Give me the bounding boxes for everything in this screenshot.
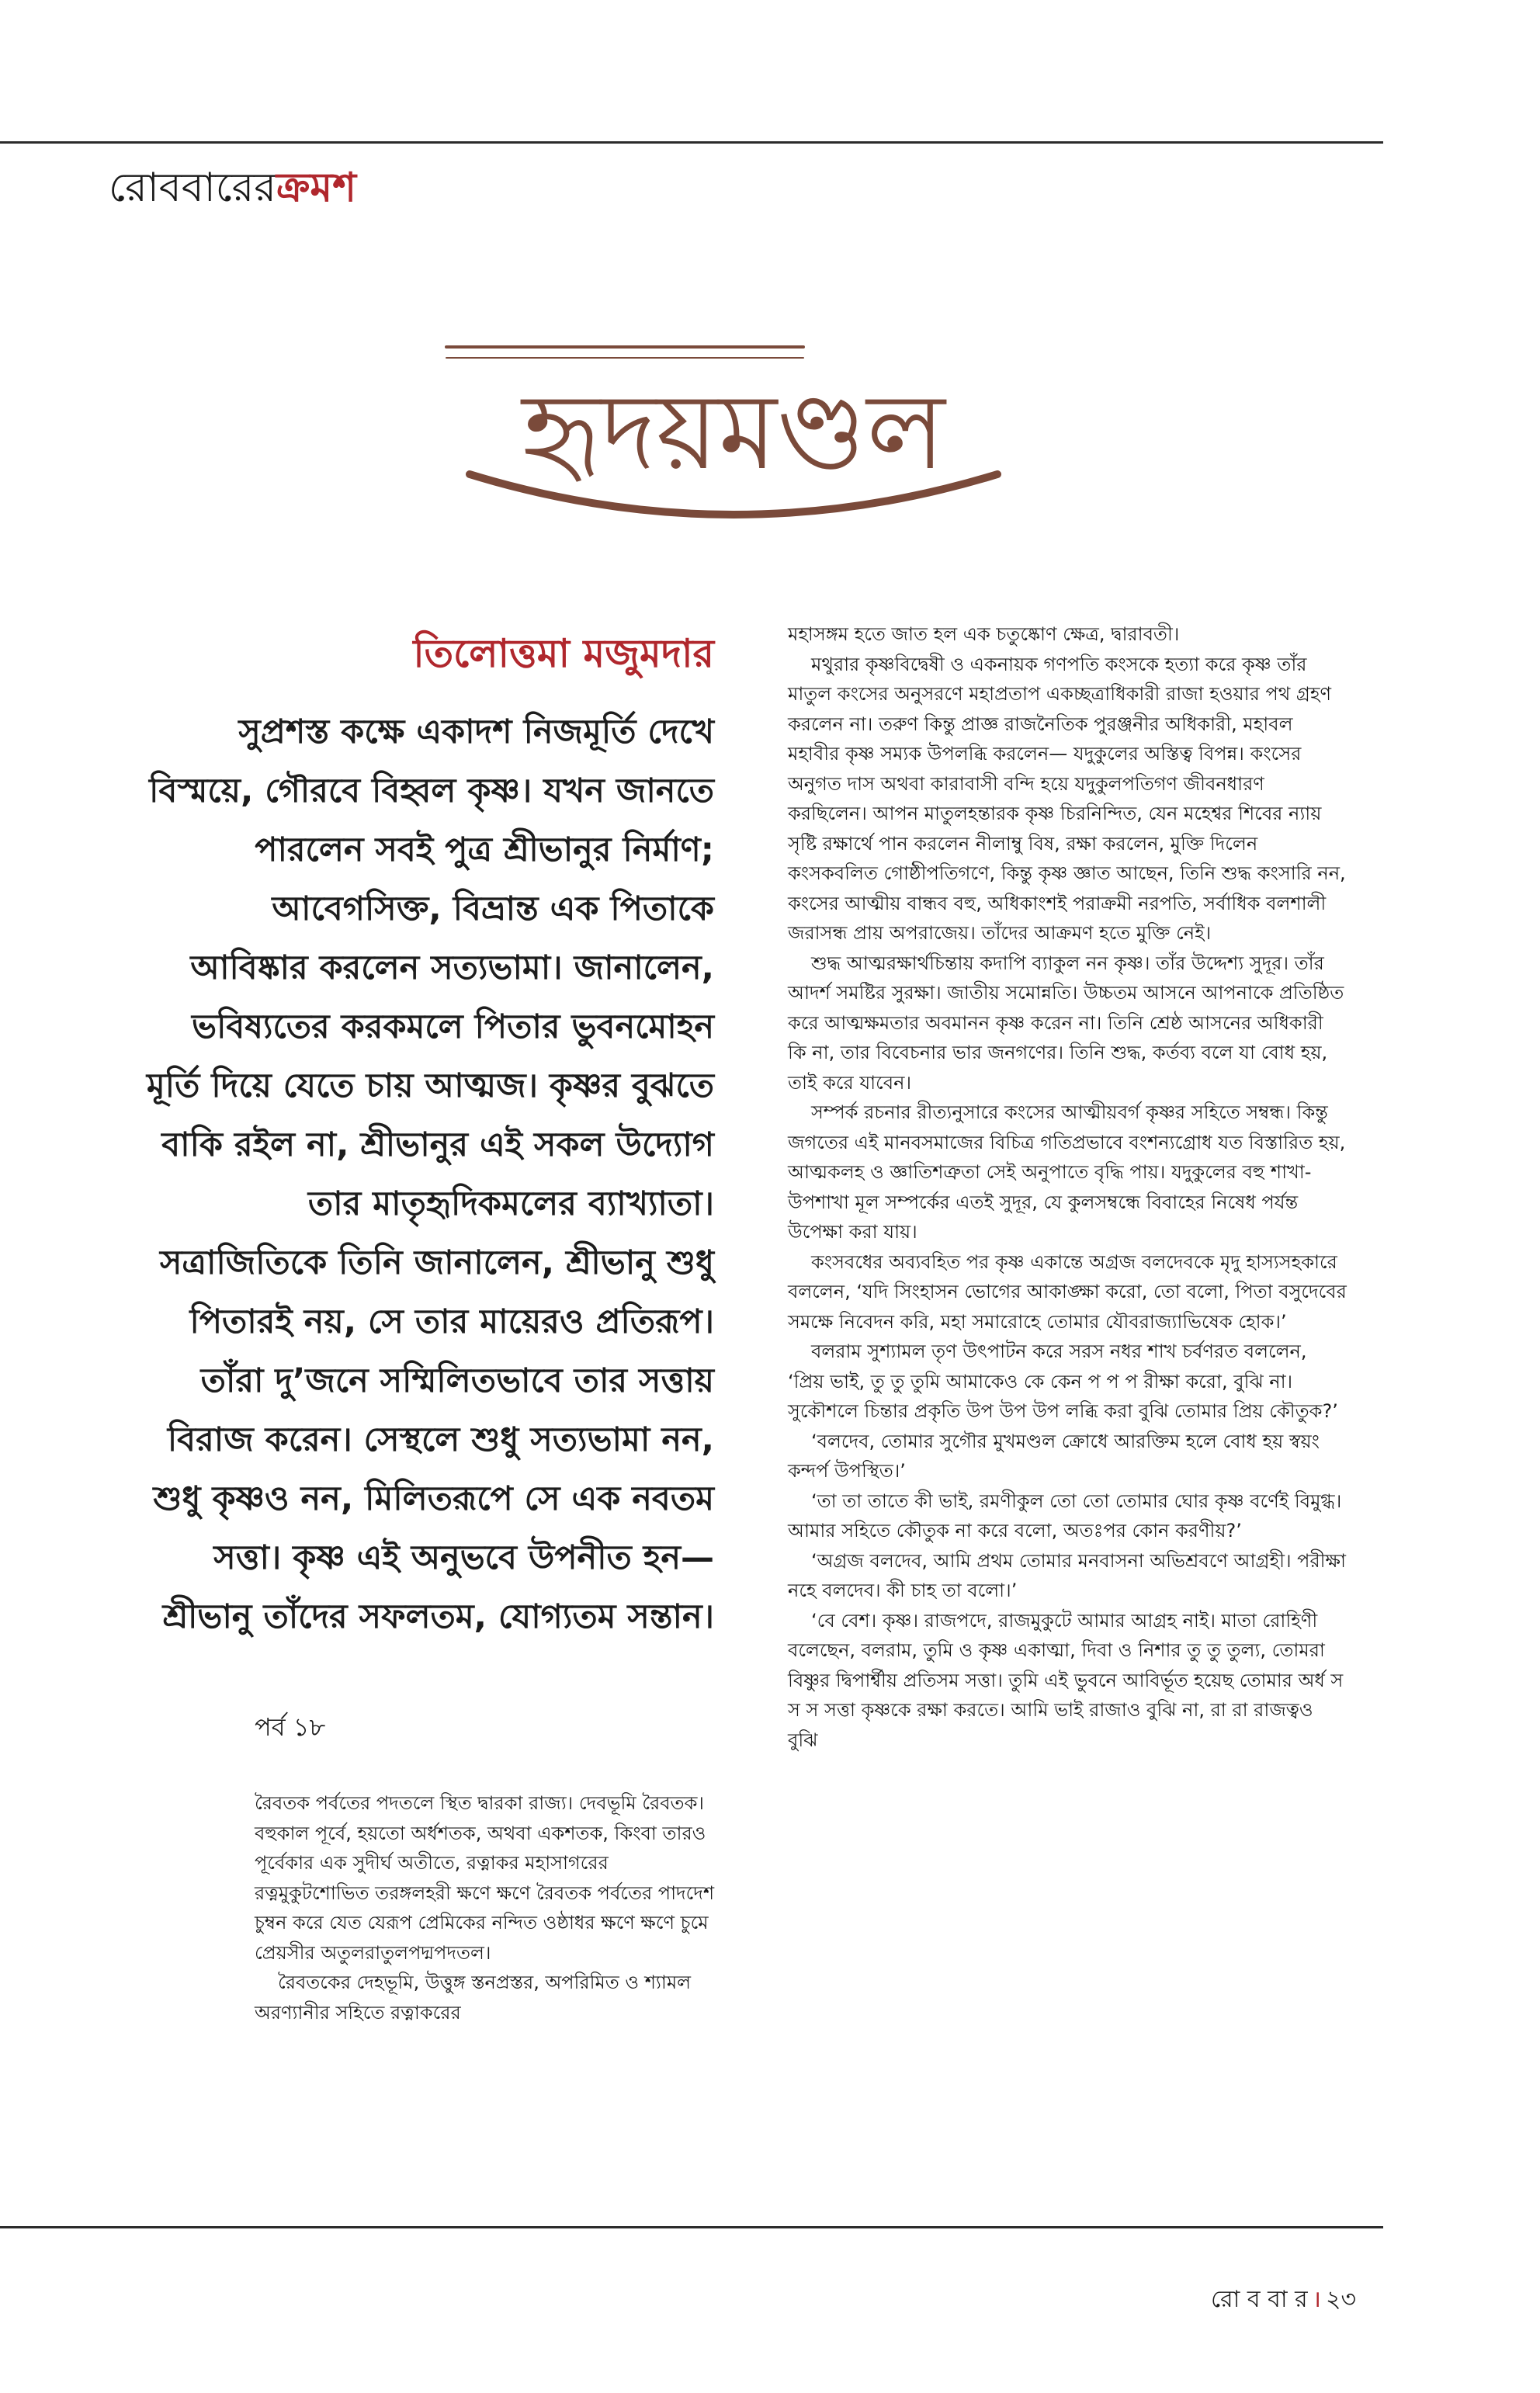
paragraph: শুদ্ধ আত্মরক্ষার্থচিন্তায় কদাপি ব্যাকুল নন কৃষ্ণ। তাঁর উদ্দেশ্য সুদূর। তাঁর আদর্শ সমষ্টির সুরক্ষা। জাতীয় সমোন্নতি। উচ্চতম আসনে আপনাকে প্রতিষ্ঠিত করে আত্মক্ষমতার অবমানন কৃষ্ণ করেন না। তিনি শ্রেষ্ঠ আসনের অধিকারী কি না, তার বিবেচনার ভার জনগণের। তিনি শুদ্ধ, কর্তব্য বলে যা বোধ হয়, তাই করে যাবেন। (788, 952, 1344, 1094)
author-name: তিলোত্তমা মজুমদার (413, 631, 714, 676)
paragraph: মথুরার কৃষ্ণবিদ্বেষী ও একনায়ক গণপতি কংসকে হত্যা করে কৃষ্ণ তাঁর মাতুল কংসের অনুসরণে মহাপ্রতাপ একচ্ছত্রাধিকারী রাজা হওয়ার পথ গ্রহণ করলেন না। তরুণ কিন্তু প্রাজ্ঞ রাজনৈতিক পুরঞ্জনীর অধিকারী, মহাবল মহাবীর কৃষ্ণ সম্যক উপলব্ধি করলেন— যদুকুলের অস্তিত্ব বিপন্ন। কংসের অনুগত দাস অথবা কারাবাসী বন্দি হয়ে যদুকুলপতিগণ জীবনধারণ করছিলেন। আপন মাতুলহন্তারক কৃষ্ণ চিরনিন্দিত, যেন মহেশ্বর শিবের ন্যায় সৃষ্টি রক্ষার্থে পান করলেন নীলাম্বু বিষ, রক্ষা করলেন, মুক্তি দিলেন কংসকবলিত গোষ্ঠীপতিগণে, কিন্তু কৃষ্ণ জ্ঞাত আছেন, তিনি শুদ্ধ কংসারি নন, কংসের আত্মীয় বান্ধব বহু, অধিকাংশই পরাক্রমী নরপতি, সর্বাধিক বলশালী জরাসন্ধ প্রায় অপরাজেয়। তাঁদের আক্রমণ হতে মুক্তি নেই। (788, 653, 1346, 944)
series-logo (439, 330, 1028, 547)
folio-separator: । (1312, 2286, 1321, 2313)
paragraph: রৈবতকের দেহভূমি, উত্তুঙ্গ স্তনপ্রস্তর, অপরিমিত ও শ্যামল অরণ্যানীর সহিতে রত্নাকরের (255, 1972, 692, 2024)
section-prefix: রোববারের (109, 165, 276, 211)
magazine-name: রো ব বা র (1211, 2286, 1308, 2313)
paragraph: কংসবধের অব্যবহিত পর কৃষ্ণ একান্তে অগ্রজ বলদেবকে মৃদু হাস্যসহকারে বললেন, ‘যদি সিংহাসন ভোগের আকাঙ্ক্ষা করো, তো বলো, পিতা বসুদেবের সমক্ষে নিবেদন করি, মহা সমারোহে তোমার যৌবরাজ্যাভিষেক হোক।’ (788, 1250, 1347, 1333)
bottom-rule (0, 2226, 1383, 2228)
section-accent: ক্রমশ (276, 165, 356, 211)
paragraph: ‘বে বেশ। কৃষ্ণ। রাজপদে, রাজমুকুটে আমার আগ্রহ নাই। মাতা রোহিণী বলেছেন, বলরাম, তুমি ও কৃষ্ণ একাত্মা, দিবা ও নিশার তু তু তুল্য, তোমরা বিষ্ণুর দ্বিপার্শ্বীয় প্রতিসম সত্তা। তুমি এই ভুবনে আবির্ভূত হয়েছ তোমার অর্ধ স স স সত্তা কৃষ্ণকে রক্ষা করতে। আমি ভাই রাজাও বুঝি না, রা রা রাজত্বও বুঝি (788, 1609, 1344, 1751)
section-header (109, 166, 356, 210)
left-column (255, 1788, 720, 2027)
page-folio (1211, 2280, 1356, 2320)
page-number: ২৩ (1325, 2286, 1356, 2313)
paragraph: রৈবতক পর্বতের পদতলে স্থিত দ্বারকা রাজ্য। দেবভূমি রৈবতক। বহুকাল পূর্বে, হয়তো অর্ধশতক, অথবা একশতক, কিংবা তারও পূর্বেকার এক সুদীর্ঘ অতীতে, রত্নাকর মহাসাগরের রত্নমুকুটশোভিত তরঙ্গলহরী ক্ষণে ক্ষণে রৈবতক পর্বতের পাদদেশ চুম্বন করে যেত যেরূপ প্রেমিকের নন্দিত ওষ্ঠাধর ক্ষণে ক্ষণে চুমে প্রেয়সীর অতুলরাতুলপদ্মপদতল। (255, 1792, 715, 1964)
episode-label: পর্ব ১৮ (255, 1712, 326, 1742)
paragraph: সম্পর্ক রচনার রীত্যনুসারে কংসের আত্মীয়বর্গ কৃষ্ণর সহিতে সম্বন্ধ। কিন্তু জগতের এই মানবসমাজের বিচিত্র গতিপ্রভাবে বংশন্যগ্রোধ যত বিস্তারিত হয়, আত্মকলহ ও জ্ঞাতিশত্রুতা সেই অনুপাতে বৃদ্ধি পায়। যদুকুলের বহু শাখা-উপশাখা মূল সম্পর্কের এতই সুদূর, যে কুলসম্বন্ধে বিবাহের নিষেধ পর্যন্ত উপেক্ষা করা যায়। (788, 1101, 1346, 1243)
pull-quote: সুপ্রশস্ত কক্ষে একাদশ নিজমূর্তি দেখে বিস্ময়ে, গৌরবে বিহ্বল কৃষ্ণ। যখন জানতে পারলেন সবই পুত্র শ্রীভানুর নির্মাণ; আবেগসিক্ত, বিভ্রান্ত এক পিতাকে আবিষ্কার করলেন সত্যভামা। জানালেন, ভবিষ্যতের করকমলে পিতার ভুবনমোহন মূর্তি দিয়ে যেতে চায় আত্মজ। কৃষ্ণর বুঝতে বাকি রইল না, শ্রীভানুর এই সকল উদ্যোগ তার মাতৃহৃদিকমলের ব্যাখ্যাতা। সত্রাজিতিকে তিনি জানালেন, শ্রীভানু শুধু পিতারই নয়, সে তার মায়েরও প্রতিরূপ। তাঁরা দু’জনে সম্মিলিতভাবে তার সত্তায় বিরাজ করেন। সেস্থলে শুধু সত্যভামা নন, শুধু কৃষ্ণও নন, মিলিতরূপে সে এক নবতম সত্তা। কৃষ্ণ এই অনুভবে উপনীত হন— শ্রীভানু তাঁদের সফলতম, যোগ্যতম সন্তান। (146, 713, 714, 1636)
paragraph: ‘অগ্রজ বলদেব, আমি প্রথম তোমার মনবাসনা অভিশ্রবণে আগ্রহী। পরীক্ষা নহে বলদেব। কী চাহ তা বলো।’ (788, 1549, 1346, 1601)
paragraph: ‘বলদেব, তোমার সুগৌর মুখমণ্ডল ক্রোধে আরক্তিম হলে বোধ হয় স্বয়ং কন্দর্প উপস্থিত।’ (788, 1430, 1320, 1482)
paragraph: বলরাম সুশ্যামল তৃণ উৎপাটন করে সরস নধর শাখ চর্বণরত বললেন, ‘প্রিয় ভাই, তু তু তুমি আমাকেও কে কেন প প প রীক্ষা করো, বুঝি না। সুকৌশলে চিন্তার প্রকৃতি উপ উপ উপ লব্ধি করা বুঝি তোমার প্রিয় কৌতুক?’ (788, 1340, 1338, 1422)
paragraph: মহাসঙ্গম হতে জাত হল এক চতুষ্কোণ ক্ষেত্র, দ্বারাবতী। (788, 623, 1180, 645)
right-column (788, 619, 1347, 1755)
logo-text: হৃদয়মণ্ডল (522, 371, 945, 494)
top-rule (0, 141, 1383, 144)
paragraph: ‘তা তা তাতে কী ভাই, রমণীকুল তো তো তোমার ঘোর কৃষ্ণ বর্ণেই বিমুগ্ধ। আমার সহিতে কৌতুক না করে বলো, অতঃপর কোন করণীয়?’ (788, 1490, 1342, 1542)
